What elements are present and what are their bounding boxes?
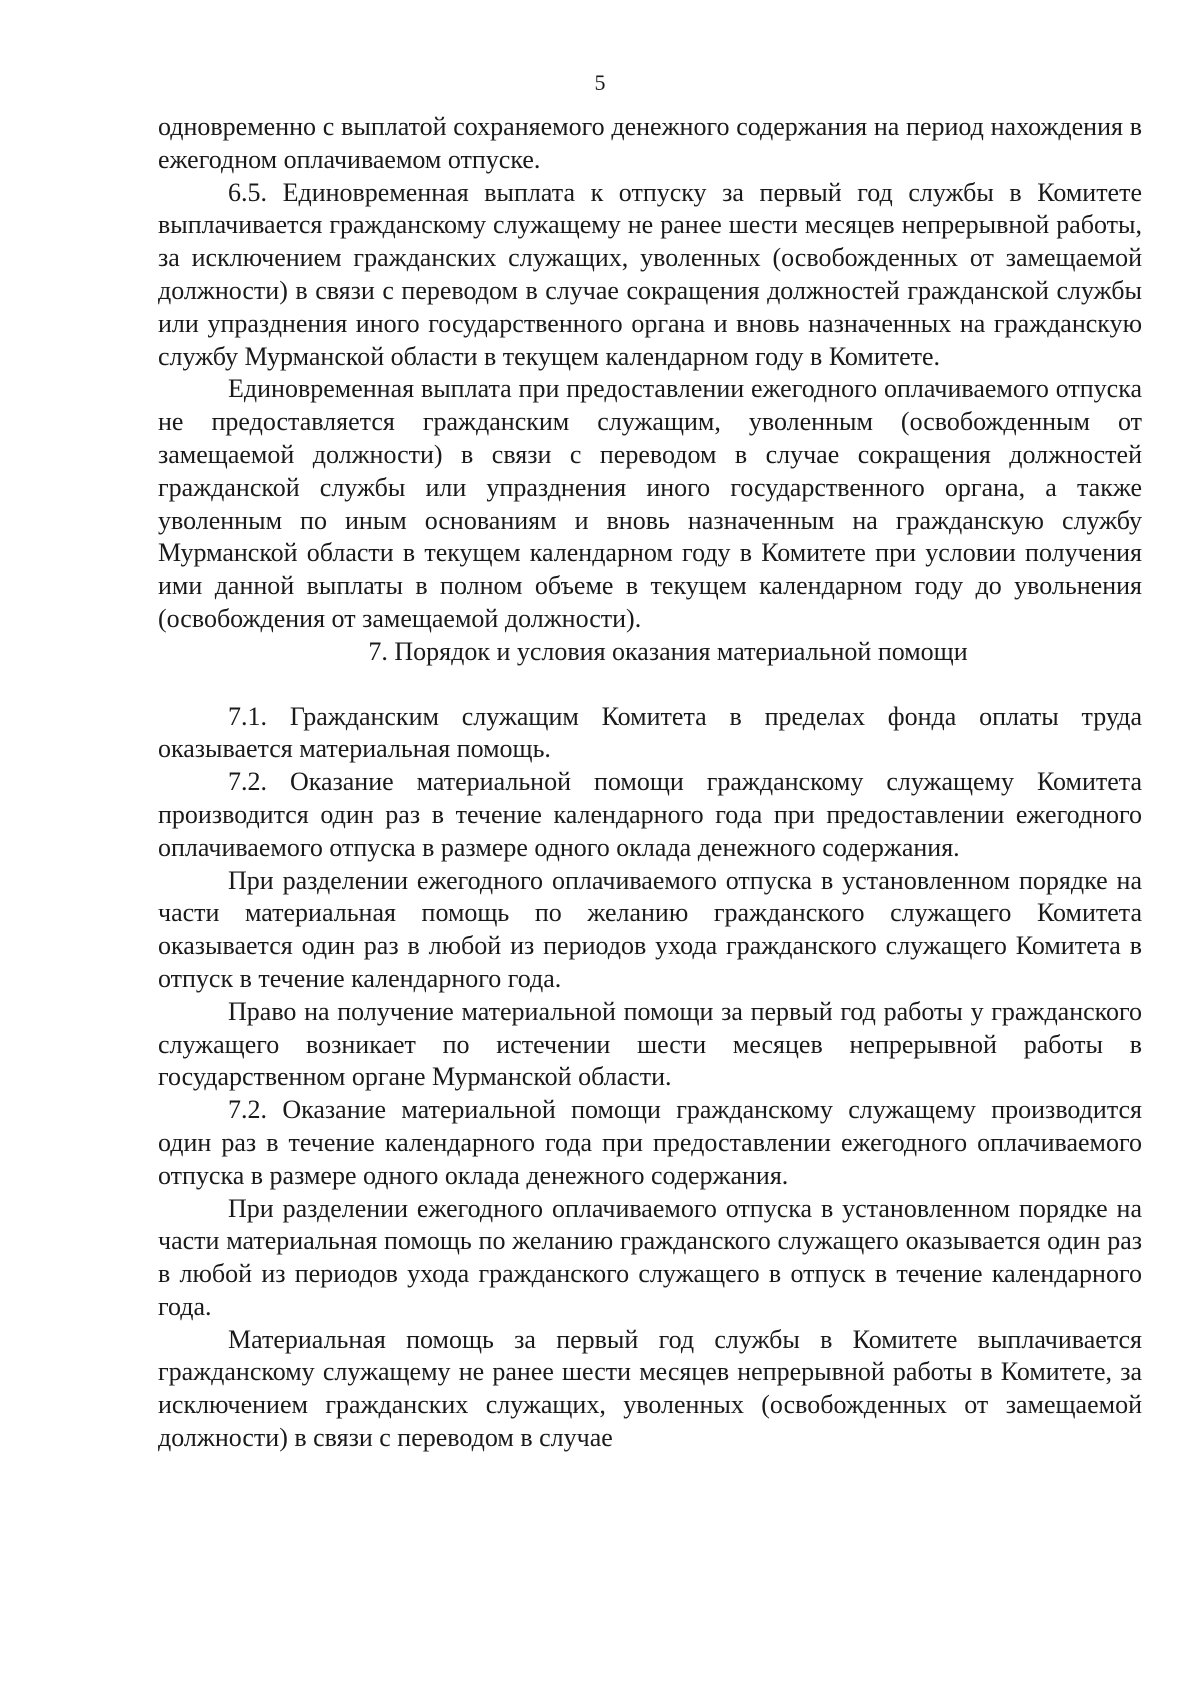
document-body	[158, 111, 1142, 1455]
paragraph-continuation: одновременно с выплатой сохраняемого денежного содержания на период нахождения в ежегодном оплачиваемом отпуске.	[158, 112, 1142, 174]
paragraph-7-2-general: 7.2. Оказание материальной помощи гражданскому служащему производится один раз в течение календарного года при предоставлении ежегодного оплачиваемого отпуска в размере одного оклада денежного содержания.	[158, 1095, 1142, 1190]
paragraph-leave-division-committee: При разделении ежегодного оплачиваемого отпуска в установленном порядке на части материальная помощь по желанию гражданского служащего Комитета оказывается один раз в любой из периодов ухода гражданского служащего Комитета в отпуск в течение календарного года.	[158, 865, 1142, 993]
paragraph-first-year-payment: Материальная помощь за первый год службы в Комитете выплачивается гражданскому служащему не ранее шести месяцев непрерывной работы в Комитете, за исключением гражданских служащих, уволенных (освобожденных от замещаемой должности) в связи с переводом в случае	[158, 1324, 1142, 1453]
paragraph-6-5: 6.5. Единовременная выплата к отпуску за первый год службы в Комитете выплачивается гражданскому служащему не ранее шести месяцев непрерывной работы, за исключением гражданских служащих, уволенных (освобожденных от замещаемой должности) в связи с переводом в случае сокращения должностей гражданской службы или упразднения иного государственного органа и вновь назначенных на гражданскую службу Мурманской области в текущем календарном году в Комитете.	[158, 177, 1142, 371]
section-heading-7: 7. Порядок и условия оказания материальной помощи	[368, 636, 968, 666]
paragraph-7-1: 7.1. Гражданским служащим Комитета в пределах фонда оплаты труда оказывается материальная помощь.	[158, 701, 1142, 764]
page-number: 5	[594, 70, 606, 95]
paragraph-leave-division-general: При разделении ежегодного оплачиваемого отпуска в установленном порядке на части материальная помощь по желанию гражданского служащего оказывается один раз в любой из периодов ухода гражданского служащего в отпуск в течение календарного года.	[158, 1193, 1142, 1321]
paragraph-lump-sum-exclusion: Единовременная выплата при предоставлении ежегодного оплачиваемого отпуска не предоставляется гражданским служащим, уволенным (освобожденным от замещаемой должности) в связи с переводом в случае сокращения должностей гражданской службы или упразднения иного государственного органа, а также уволенным по иным основаниям и вновь назначенным на гражданскую службу Мурманской области в текущем календарном году в Комитете при условии получения ими данной выплаты в полном объеме в текущем календарном году до увольнения (освобождения от замещаемой должности).	[158, 374, 1142, 633]
paragraph-first-year-right: Право на получение материальной помощи за первый год работы у гражданского служащего возникает по истечении шести месяцев непрерывной работы в государственном органе Мурманской области.	[158, 996, 1142, 1092]
paragraph-7-2-committee: 7.2. Оказание материальной помощи гражданскому служащему Комитета производится один раз в течение календарного года при предоставлении ежегодного оплачиваемого отпуска в размере одного оклада денежного содержания.	[158, 767, 1142, 862]
